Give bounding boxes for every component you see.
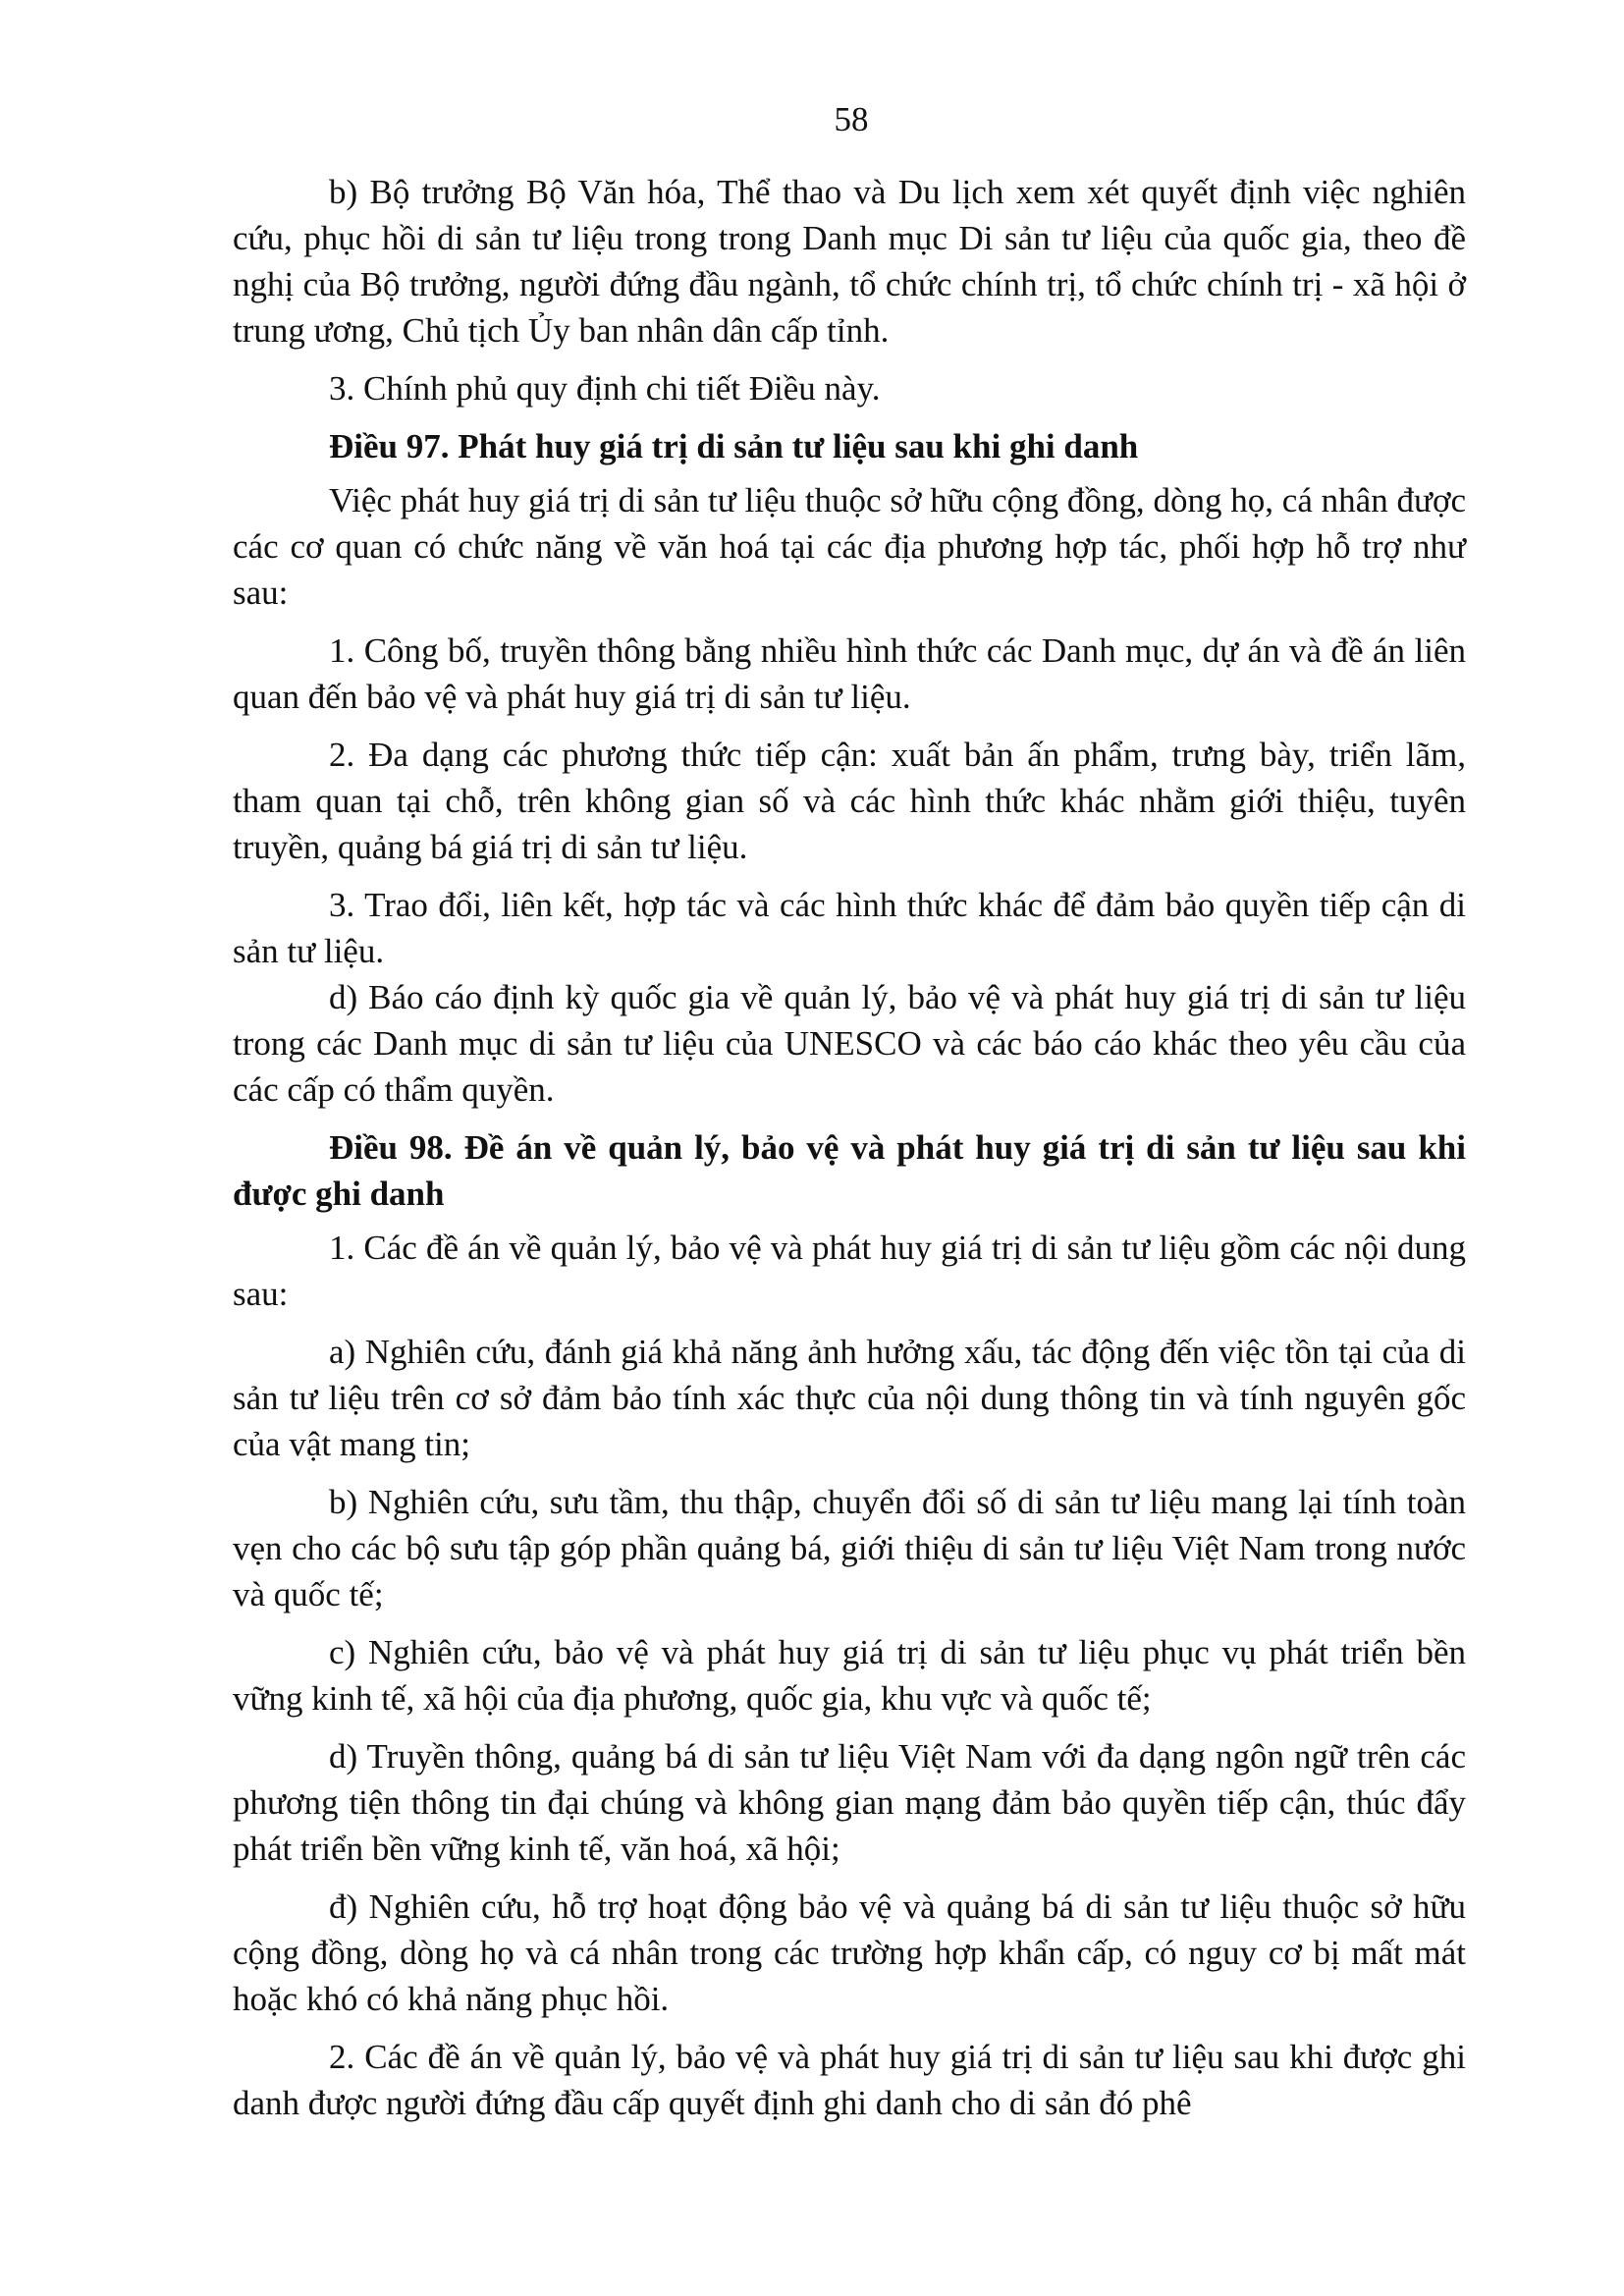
page-number: 58 — [834, 100, 869, 138]
article-98-item-c: c) Nghiên cứu, bảo vệ và phát huy giá trị di sản tư liệu phục vụ phát triển bền vững kinh tế, xã hội của địa phương, quốc gia, khu vực và quốc tế; — [233, 1633, 1466, 1718]
article-97-intro: Việc phát huy giá trị di sản tư liệu thuộc sở hữu cộng đồng, dòng họ, cá nhân được các cơ quan có chức năng về văn hoá tại các địa phương hợp tác, phối hợp hỗ trợ như sau: — [233, 481, 1466, 612]
document-body — [233, 169, 1466, 2138]
article-98-heading: Điều 98. Đề án về quản lý, bảo vệ và phát huy giá trị di sản tư liệu sau khi được ghi danh — [233, 1128, 1466, 1213]
article-97-item-3: 3. Trao đổi, liên kết, hợp tác và các hình thức khác để đảm bảo quyền tiếp cận di sản tư liệu. — [233, 886, 1466, 970]
article-98-item-1: 1. Các đề án về quản lý, bảo vệ và phát huy giá trị di sản tư liệu gồm các nội dung sau: — [233, 1229, 1466, 1313]
article-97-item-1: 1. Công bố, truyền thông bằng nhiều hình thức các Danh mục, dự án và đề án liên quan đến bảo vệ và phát huy giá trị di sản tư liệu. — [233, 631, 1466, 716]
article-98-item-dd: đ) Nghiên cứu, hỗ trợ hoạt động bảo vệ và quảng bá di sản tư liệu thuộc sở hữu cộng đồng, dòng họ và cá nhân trong các trường hợp khẩn cấp, có nguy cơ bị mất mát hoặc khó có khả năng phục hồi. — [233, 1887, 1466, 2018]
article-98-item-b: b) Nghiên cứu, sưu tầm, thu thập, chuyển đổi số di sản tư liệu mang lại tính toàn vẹn cho các bộ sưu tập góp phần quảng bá, giới thiệu di sản tư liệu Việt Nam trong nước và quốc tế; — [233, 1483, 1466, 1613]
article-98-item-a: a) Nghiên cứu, đánh giá khả năng ảnh hưởng xấu, tác động đến việc tồn tại của di sản tư liệu trên cơ sở đảm bảo tính xác thực của nội dung thông tin và tính nguyên gốc của vật mang tin; — [233, 1333, 1466, 1463]
article-97-item-2: 2. Đa dạng các phương thức tiếp cận: xuất bản ấn phẩm, trưng bày, triển lãm, tham quan tại chỗ, trên không gian số và các hình thức khác nhằm giới thiệu, tuyên truyền, quảng bá giá trị di sản tư liệu. — [233, 736, 1466, 866]
paragraph-b-minister-review: b) Bộ trưởng Bộ Văn hóa, Thể thao và Du lịch xem xét quyết định việc nghiên cứu, phục hồi di sản tư liệu trong trong Danh mục Di sản tư liệu của quốc gia, theo đề nghị của Bộ trưởng, người đứng đầu ngành, tổ chức chính trị, tổ chức chính trị - xã hội ở trung ương, Chủ tịch Ủy ban nhân dân cấp tỉnh. — [233, 173, 1466, 350]
paragraph-3-government-regulation: 3. Chính phủ quy định chi tiết Điều này. — [329, 369, 881, 408]
article-97-item-d: d) Báo cáo định kỳ quốc gia về quản lý, bảo vệ và phát huy giá trị di sản tư liệu trong các Danh mục di sản tư liệu của UNESCO và các báo cáo khác theo yêu cầu của các cấp có thẩm quyền. — [233, 978, 1466, 1109]
article-98-item-d: d) Truyền thông, quảng bá di sản tư liệu Việt Nam với đa dạng ngôn ngữ trên các phương tiện thông tin đại chúng và không gian mạng đảm bảo quyền tiếp cận, thúc đẩy phát triển bền vững kinh tế, văn hoá, xã hội; — [233, 1737, 1466, 1868]
article-98-item-2: 2. Các đề án về quản lý, bảo vệ và phát huy giá trị di sản tư liệu sau khi được ghi danh được người đứng đầu cấp quyết định ghi danh cho di sản đó phê — [233, 2038, 1466, 2122]
article-97-heading: Điều 97. Phát huy giá trị di sản tư liệu sau khi ghi danh — [329, 427, 1139, 465]
